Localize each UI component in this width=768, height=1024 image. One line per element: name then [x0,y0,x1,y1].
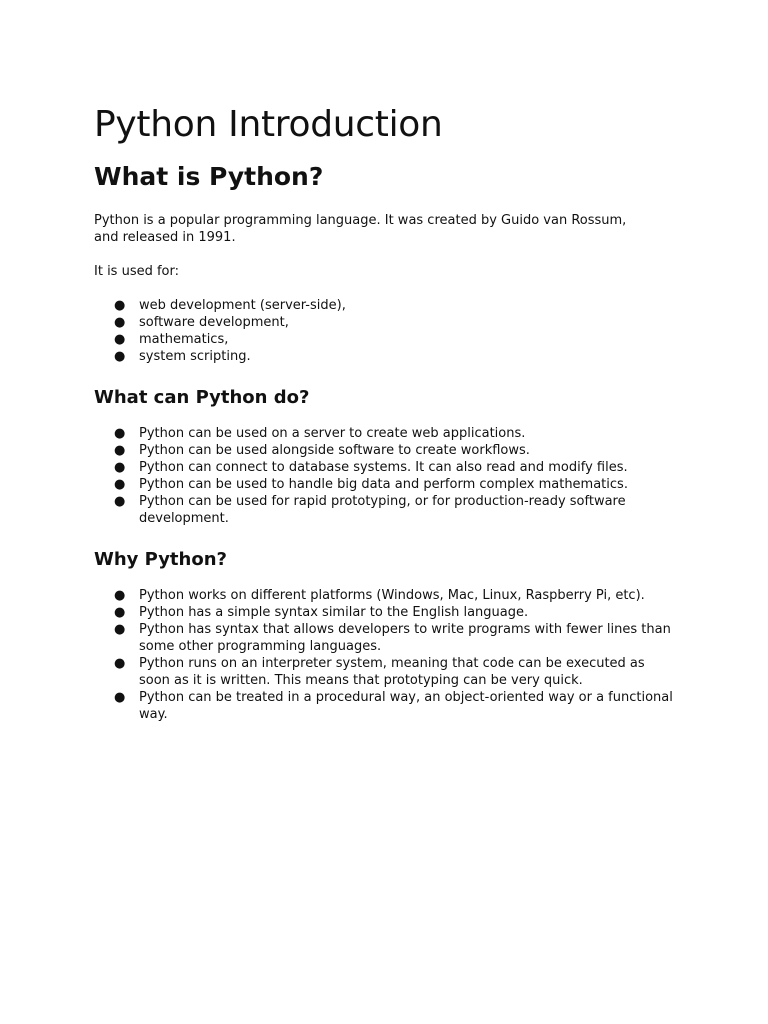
list-item: ● mathematics, [114,332,229,347]
list-item: ● Python can be used alongside software to create workflows. [114,443,530,458]
list-item: ● system scripting. [114,349,251,364]
document-page [94,96,694,723]
bullet-icon: ● [114,298,126,313]
bullet-icon: ● [114,622,126,637]
list-item: ● Python runs on an interpreter system, meaning that code can be executed as soon as it is written. This means that prototyping can be very quick. [114,656,645,688]
bullet-icon: ● [114,588,126,603]
bullet-icon: ● [114,443,126,458]
list-item: ● Python can be used to handle big data and perform complex mathematics. [114,477,628,492]
bullet-icon: ● [114,460,126,475]
bullet-icon: ● [114,656,126,671]
capabilities-list [94,425,694,527]
bullet-icon: ● [114,349,126,364]
section-heading-what-is-python: What is Python? [94,162,324,191]
list-item: ● Python can be used on a server to create web applications. [114,426,526,441]
list-item: ● web development (server-side), [114,298,346,313]
section-heading-why-python: Why Python? [94,549,227,570]
intro-paragraph: Python is a popular programming language. It was created by Guido van Rossum, and released in 1991. [94,213,627,245]
list-item: ● software development, [114,315,289,330]
section-heading-what-can-python-do: What can Python do? [94,387,310,408]
list-item: ● Python has syntax that allows developers to write programs with fewer lines than some other programming languages. [114,622,671,654]
bullet-icon: ● [114,690,126,705]
list-item: ● Python can be used for rapid prototyping, or for production-ready software development. [114,494,626,526]
bullet-icon: ● [114,605,126,620]
reasons-list [94,587,694,723]
bullet-icon: ● [114,315,126,330]
bullet-icon: ● [114,426,126,441]
page-title: Python Introduction [94,104,443,145]
used-for-label: It is used for: [94,264,180,279]
list-item: ● Python works on different platforms (Windows, Mac, Linux, Raspberry Pi, etc). [114,588,645,603]
bullet-icon: ● [114,494,126,509]
list-item: ● Python can be treated in a procedural way, an object-oriented way or a functional way. [114,690,673,722]
bullet-icon: ● [114,477,126,492]
list-item: ● Python has a simple syntax similar to the English language. [114,605,529,620]
uses-list [94,297,694,365]
bullet-icon: ● [114,332,126,347]
list-item: ● Python can connect to database systems. It can also read and modify files. [114,460,628,475]
